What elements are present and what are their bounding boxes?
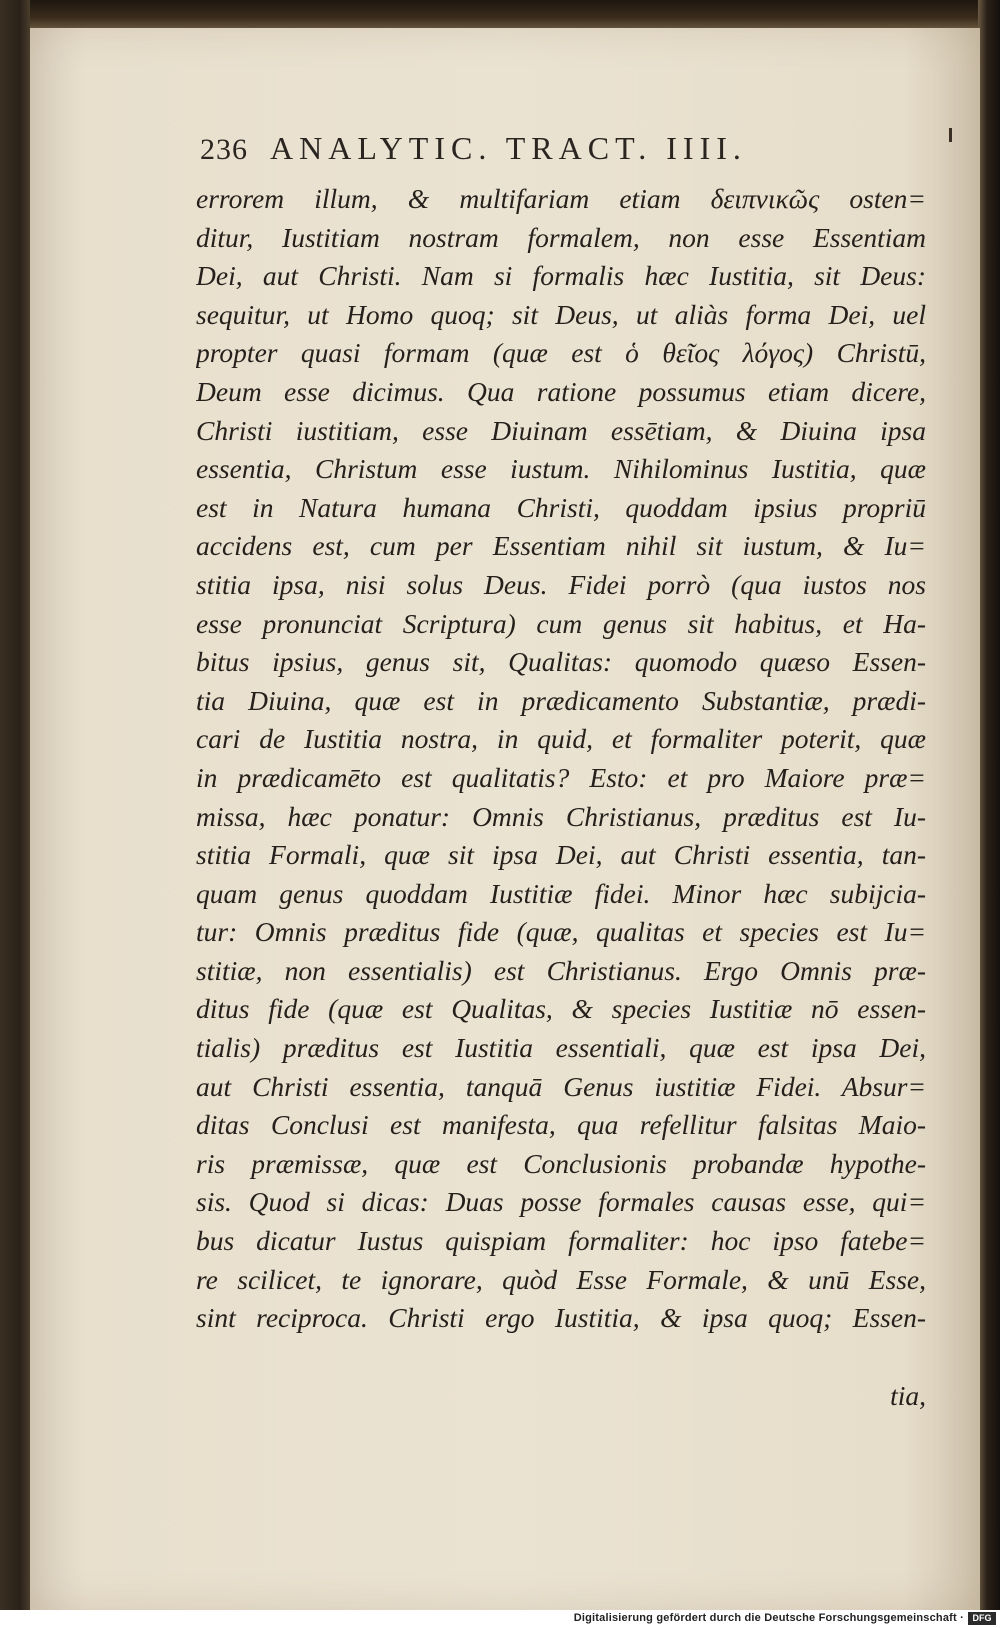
text-line: tialis) præditus est Iustitia essentiali, quæ est ipsa Dei, — [196, 1032, 926, 1064]
text-line: Dei, aut Christi. Nam si formalis hæc Iustitia, sit Deus: — [196, 260, 926, 292]
text-line: est in Natura humana Christi, quoddam ipsius propriū — [196, 491, 926, 523]
dfg-logo: DFG — [968, 1612, 996, 1625]
running-head — [200, 130, 910, 170]
text-line: sis. Quod si dicas: Duas posse formales causas esse, qui= — [196, 1186, 926, 1218]
text-line: sint reciproca. Christi ergo Iustitia, & ipsa quoq; Essen- — [196, 1302, 926, 1334]
text-line: missa, hæc ponatur: Omnis Christianus, præditus est Iu- — [196, 800, 926, 832]
running-title: ANALYTIC. TRACT. IIII. — [270, 130, 747, 166]
funding-credit: Digitalisierung gefördert durch die Deutsche Forschungsgemeinschaft · — [573, 1612, 964, 1624]
text-line: in prædicamēto est qualitatis? Esto: et pro Maiore præ= — [196, 761, 926, 793]
text-line: tur: Omnis præditus fide (quæ, qualitas et species est Iu= — [196, 916, 926, 948]
text-line: errorem illum, & multifariam etiam δειπνικῶς osten= — [196, 183, 926, 214]
text-line: tia Diuina, quæ est in prædicamento Substantiæ, prædi- — [196, 684, 926, 716]
book-right-edge — [978, 0, 1000, 1610]
text-line: Deum esse dicimus. Qua ratione possumus etiam dicere, — [196, 375, 926, 407]
text-line: ditur, Iustitiam nostram formalem, non esse Essentiam — [196, 221, 926, 253]
text-line: propter quasi formam (quæ est ὁ θεῖος λόγος) Christū, — [196, 337, 926, 369]
text-line: essentia, Christum esse iustum. Nihilominus Iustitia, quæ — [196, 453, 926, 485]
text-line: stitiæ, non essentialis) est Christianus. Ergo Omnis præ- — [196, 954, 926, 986]
text-line: ris præmissæ, quæ est Conclusionis probandæ hypothe- — [196, 1147, 926, 1179]
text-line: cari de Iustitia nostra, in quid, et formaliter poterit, quæ — [196, 723, 926, 755]
text-line: aut Christi essentia, tanquā Genus iustitiæ Fidei. Absur= — [196, 1070, 926, 1102]
text-line: bus dicatur Iustus quispiam formaliter: hoc ipso fatebe= — [196, 1225, 926, 1257]
text-line: ditus fide (quæ est Qualitas, & species Iustitiæ nō essen- — [196, 993, 926, 1025]
text-line: accidens est, cum per Essentiam nihil sit iustum, & Iu= — [196, 530, 926, 562]
body-text — [196, 180, 926, 1338]
text-line: sequitur, ut Homo quoq; sit Deus, ut aliàs forma Dei, uel — [196, 298, 926, 330]
margin-mark — [949, 128, 952, 142]
footer — [0, 1610, 1000, 1628]
text-line: ditas Conclusi est manifesta, qua refellitur falsitas Maio- — [196, 1109, 926, 1141]
book-top-edge — [30, 0, 980, 30]
text-line: esse pronunciat Scriptura) cum genus sit habitus, et Ha- — [196, 607, 926, 639]
page-number: 236 — [200, 133, 248, 166]
text-line: bitus ipsius, genus sit, Qualitas: quomodo quæso Essen- — [196, 646, 926, 678]
catchword: tia, — [890, 1380, 926, 1411]
text-line: stitia Formali, quæ sit ipsa Dei, aut Christi essentia, tan- — [196, 839, 926, 871]
text-line: stitia ipsa, nisi solus Deus. Fidei porrò (qua iustos nos — [196, 568, 926, 600]
text-line: quam genus quoddam Iustitiæ fidei. Minor hæc subijcia- — [196, 877, 926, 909]
text-line: Christi iustitiam, esse Diuinam essētiam, & Diuina ipsa — [196, 414, 926, 446]
text-line: re scilicet, te ignorare, quòd Esse Formale, & unū Esse, — [196, 1263, 926, 1295]
